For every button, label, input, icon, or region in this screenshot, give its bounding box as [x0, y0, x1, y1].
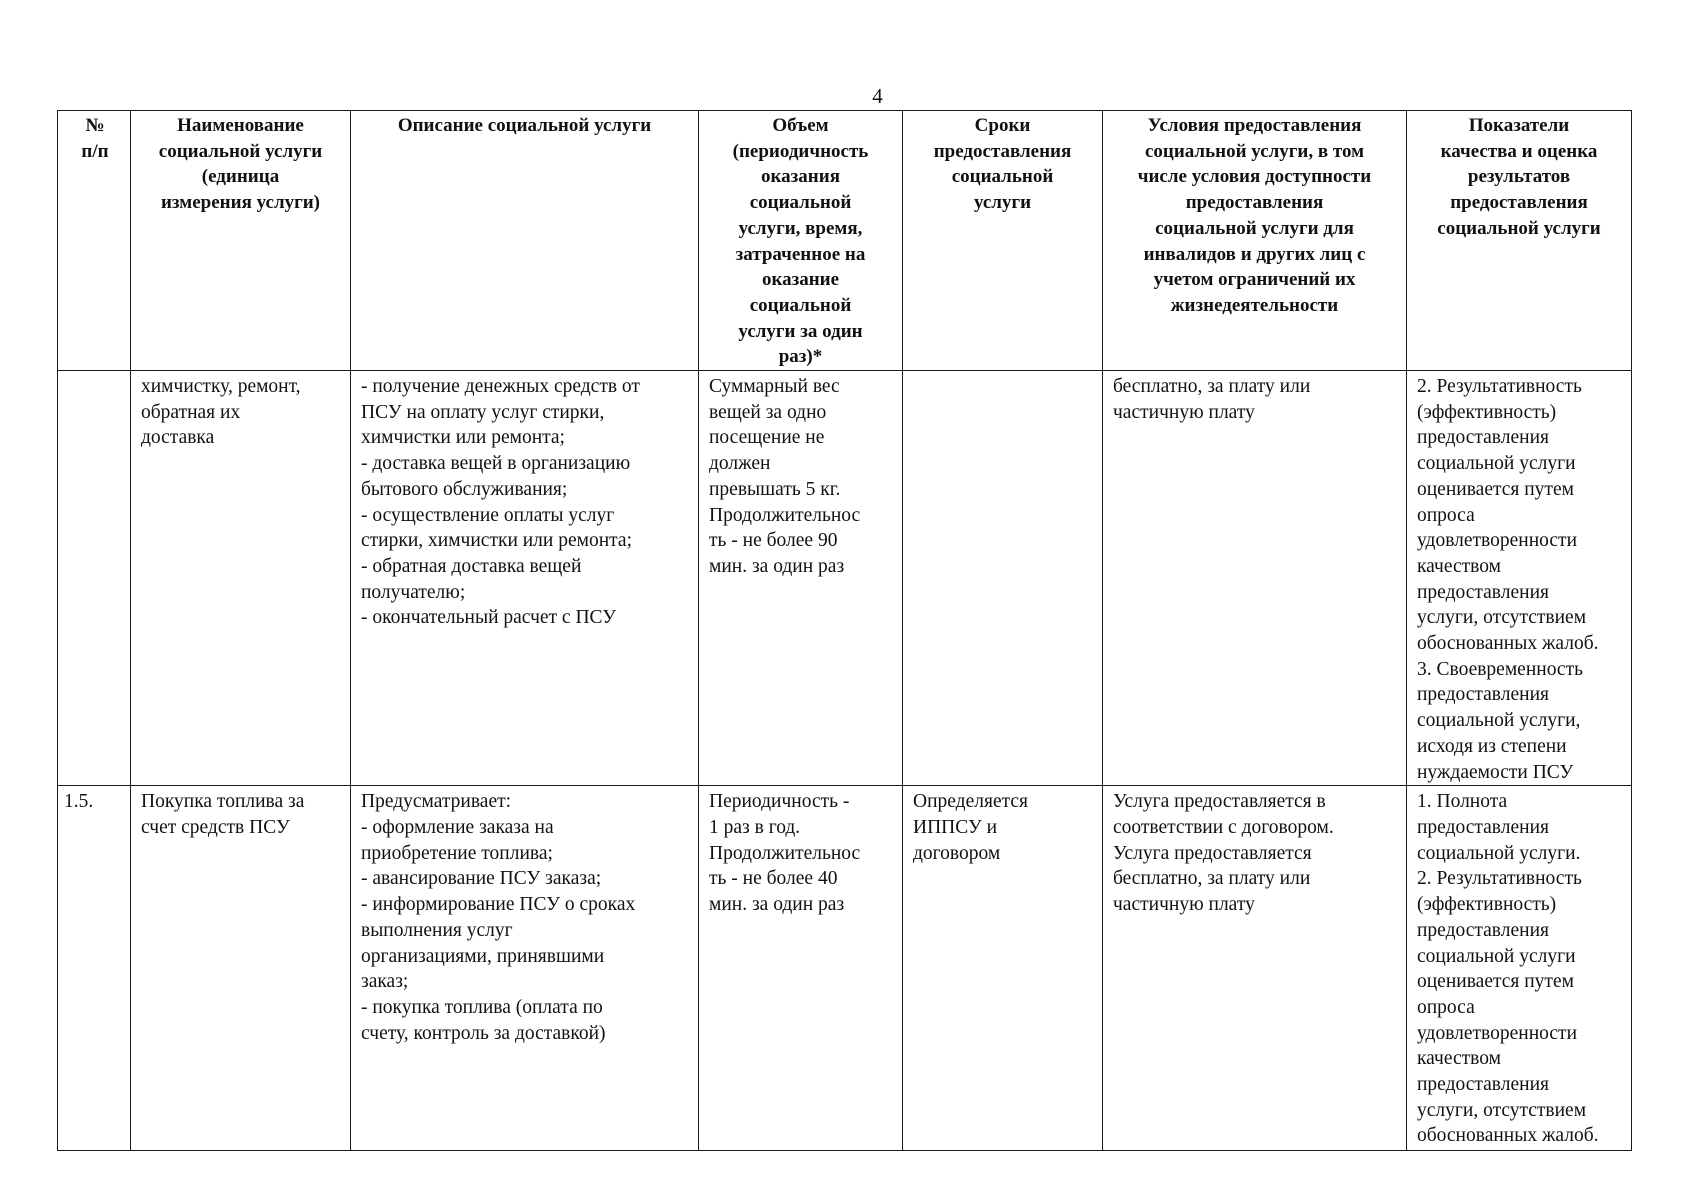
cell-line: обратная их [141, 401, 241, 423]
row-terms [903, 371, 1103, 786]
cell-line: услуги, время, [738, 217, 863, 239]
row-service-name [131, 786, 351, 1151]
cell-line: 3. Своевременность [1417, 658, 1584, 680]
row-number [58, 786, 131, 1151]
header-volume [699, 111, 903, 371]
cell-line: Продолжительнос [709, 504, 861, 526]
cell-line: - получение денежных средств от [361, 376, 640, 398]
cell-line: - окончательный расчет с ПСУ [361, 607, 617, 629]
cell-line: Покупка топлива за [141, 791, 305, 813]
cell-line: мин. за один раз [709, 555, 845, 577]
header-conditions [1103, 111, 1407, 371]
cell-line: химчистку, ремонт, [141, 376, 301, 398]
cell-line: соответствии с договором. [1113, 816, 1334, 838]
cell-line: должен [709, 453, 771, 475]
cell-line: вещей за одно [709, 401, 827, 423]
cell-line: предоставления [1417, 919, 1549, 941]
cell-line: - доставка вещей в организацию [361, 453, 631, 475]
cell-line: химчистки или ремонта; [361, 427, 565, 449]
cell-line: бесплатно, за плату или [1113, 868, 1311, 890]
cell-line: выполнения услуг [361, 919, 513, 941]
row-volume [699, 786, 903, 1151]
cell-line: социальной [749, 192, 852, 214]
cell-line: Продолжительнос [709, 842, 861, 864]
cell-line: социальной услуги [1417, 945, 1576, 967]
cell-line: жизнедеятельности [1170, 294, 1339, 316]
cell-line: бесплатно, за плату или [1113, 376, 1311, 398]
cell-line: Наименование [177, 115, 304, 136]
cell-line: предоставления [1450, 192, 1588, 214]
cell-line: социальной [749, 294, 852, 316]
cell-line: нуждаемости ПСУ [1417, 761, 1574, 783]
cell-line: - оформление заказа на [361, 816, 554, 838]
cell-line: Объем [772, 115, 829, 136]
cell-line: исходя из степени [1417, 735, 1567, 757]
header-description [351, 111, 699, 371]
header-service-name [131, 111, 351, 371]
cell-line: предоставления [1417, 684, 1549, 706]
cell-line: услуги, отсутствием [1417, 607, 1587, 629]
cell-line: предоставления [933, 140, 1072, 162]
cell-line: социальной услуги, в том [1144, 140, 1365, 162]
row-volume [699, 371, 903, 786]
cell-line: Описание социальной услуги [397, 115, 652, 136]
cell-line: ть - не более 90 [709, 530, 838, 552]
cell-line: оказание [761, 269, 840, 291]
cell-line: 1 раз в год. [709, 816, 801, 838]
cell-line: приобретение топлива; [361, 842, 553, 864]
cell-line: организациями, принявшими [361, 945, 605, 967]
cell-line: ть - не более 40 [709, 868, 838, 890]
cell-line: п/п [81, 140, 109, 162]
row-description [351, 371, 699, 786]
cell-line: услуги [973, 192, 1032, 214]
cell-line: социальной [951, 166, 1054, 188]
cell-line: - информирование ПСУ о сроках [361, 894, 636, 916]
cell-line: опроса [1417, 996, 1475, 1018]
cell-line: (эффективность) [1417, 894, 1557, 916]
cell-line: получателю; [361, 581, 466, 603]
cell-line: числе условия доступности [1137, 166, 1372, 188]
cell-line: заказ; [361, 971, 409, 993]
cell-line: оценивается путем [1417, 478, 1574, 500]
cell-line: 1.5. [64, 791, 94, 813]
cell-line: бытового обслуживания; [361, 478, 568, 500]
cell-line: ПСУ на оплату услуг стирки, [361, 401, 605, 423]
cell-line: № [85, 115, 105, 136]
cell-line: 1. Полнота [1417, 791, 1508, 813]
cell-line: превышать 5 кг. [709, 478, 841, 500]
cell-line: удовлетворенности [1417, 530, 1577, 552]
table-header-row [58, 111, 1632, 371]
cell-line: услуги за один [738, 320, 863, 342]
cell-line: доставка [141, 427, 215, 449]
cell-line: социальной услуги. [1417, 842, 1581, 864]
row-service-name [131, 371, 351, 786]
cell-line: социальной услуги [1437, 217, 1601, 239]
cell-line: Суммарный вес [709, 376, 840, 398]
cell-line: инвалидов и других лиц с [1143, 243, 1366, 265]
cell-line: посещение не [709, 427, 825, 449]
row-indicators [1407, 786, 1632, 1151]
row-number [58, 371, 131, 786]
cell-line: раз)* [778, 346, 823, 368]
cell-line: мин. за один раз [709, 894, 845, 916]
cell-line: (единица [201, 166, 280, 188]
cell-line: ИППСУ и [913, 816, 998, 838]
cell-line: стирки, химчистки или ремонта; [361, 530, 632, 552]
cell-line: услуги, отсутствием [1417, 1099, 1587, 1121]
cell-line: измерения услуги) [160, 192, 321, 214]
cell-line: счет средств ПСУ [141, 816, 290, 838]
cell-line: социальной услуги, [1417, 710, 1581, 732]
row-terms [903, 786, 1103, 1151]
cell-line: обоснованных жалоб. [1417, 633, 1599, 655]
cell-line: социальной услуги [158, 140, 323, 162]
cell-line: Сроки [974, 115, 1031, 136]
social-services-table [57, 110, 1632, 1151]
cell-line: частичную плату [1113, 894, 1255, 916]
cell-line: 2. Результативность [1417, 376, 1582, 398]
cell-line: затраченное на [735, 243, 866, 265]
cell-line: опроса [1417, 504, 1475, 526]
cell-line: качеством [1417, 1048, 1501, 1070]
cell-line: - обратная доставка вещей [361, 555, 582, 577]
header-terms [903, 111, 1103, 371]
cell-line: Услуга предоставляется в [1113, 791, 1326, 813]
cell-line: счету, контроль за доставкой) [361, 1022, 606, 1044]
cell-line: оказания [761, 166, 840, 188]
cell-line: Периодичность - [709, 791, 850, 813]
cell-line: предоставления [1417, 427, 1549, 449]
header-number [58, 111, 131, 371]
table-row [58, 786, 1632, 1151]
cell-line: учетом ограничений их [1153, 269, 1356, 291]
cell-line: Показатели [1468, 115, 1570, 136]
cell-line: предоставления [1417, 816, 1549, 838]
cell-line: обоснованных жалоб. [1417, 1125, 1599, 1147]
cell-line: предоставления [1417, 1074, 1549, 1096]
cell-line: (эффективность) [1417, 401, 1557, 423]
cell-line: частичную плату [1113, 401, 1255, 423]
cell-line: предоставления [1417, 581, 1549, 603]
cell-line: результатов [1467, 166, 1571, 188]
cell-line: оценивается путем [1417, 971, 1574, 993]
cell-line: предоставления [1185, 192, 1324, 214]
cell-line: 2. Результативность [1417, 868, 1582, 890]
cell-line: - покупка топлива (оплата по [361, 996, 603, 1018]
cell-line: Услуга предоставляется [1113, 842, 1312, 864]
cell-line: качества и оценка [1440, 140, 1598, 162]
cell-line: - авансирование ПСУ заказа; [361, 868, 602, 890]
cell-line: Условия предоставления [1147, 115, 1362, 136]
cell-line: Определяется [913, 791, 1028, 813]
page-number: 4 [872, 84, 883, 108]
table-row [58, 371, 1632, 786]
row-conditions [1103, 786, 1407, 1151]
row-description [351, 786, 699, 1151]
cell-line: договором [913, 842, 1001, 864]
cell-line: Предусматривает: [361, 791, 512, 813]
cell-line: социальной услуги для [1155, 217, 1354, 239]
cell-line: качеством [1417, 555, 1501, 577]
cell-line: (периодичность [732, 140, 869, 162]
cell-line: социальной услуги [1417, 453, 1576, 475]
header-indicators [1407, 111, 1632, 371]
cell-line: - осуществление оплаты услуг [361, 504, 615, 526]
row-conditions [1103, 371, 1407, 786]
cell-line: удовлетворенности [1417, 1022, 1577, 1044]
row-indicators [1407, 371, 1632, 786]
